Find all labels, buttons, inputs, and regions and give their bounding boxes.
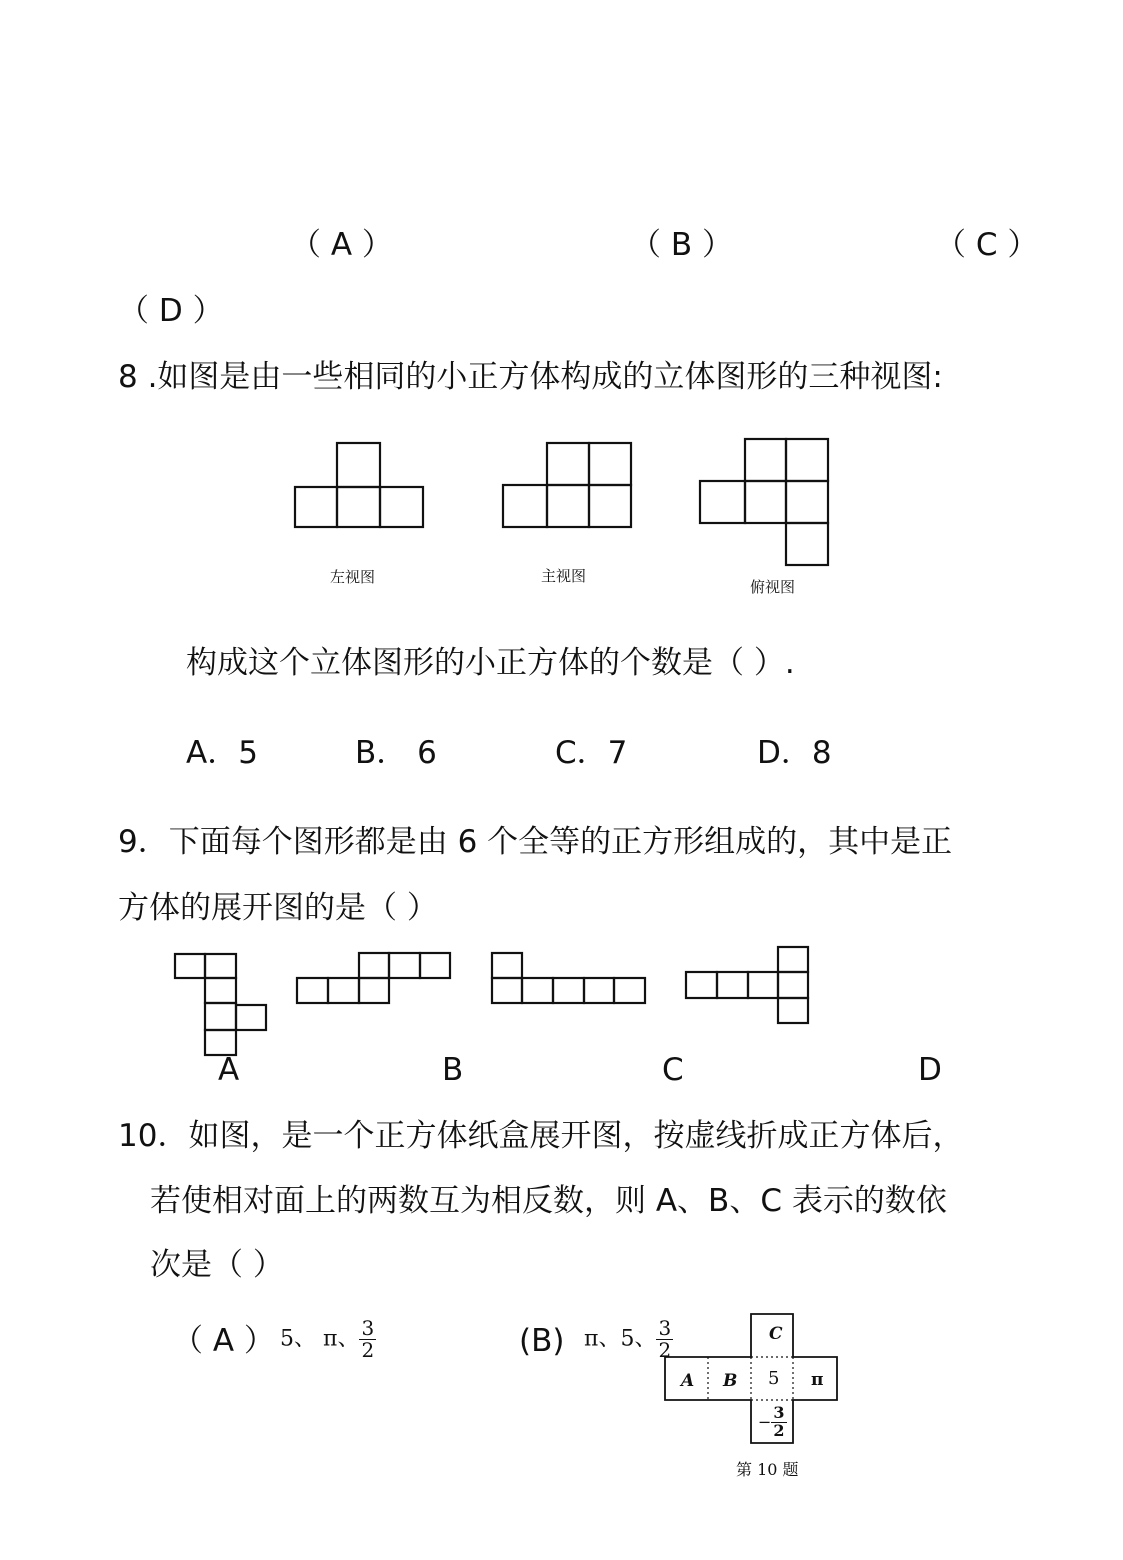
q7-option-c: （ C ） <box>935 227 1039 263</box>
q9-nets <box>170 943 820 1061</box>
q10-stem-line3: 次是（ ） <box>150 1247 284 1283</box>
q10-stem-line2: 若使相对面上的两数互为相反数，则 A、B、C 表示的数依 <box>150 1183 947 1219</box>
q10-stem-line1: 10．如图，是一个正方体纸盒展开图，按虚线折成正方体后， <box>118 1118 964 1154</box>
q10-figure-caption: 第 10 题 <box>736 1460 799 1479</box>
q9-label-c: C <box>662 1052 684 1088</box>
net-a-figure <box>175 954 266 1055</box>
q7-option-b: （ B ） <box>630 227 733 263</box>
q9-label-d: D <box>918 1052 942 1088</box>
net-fraction <box>771 1405 786 1440</box>
q10-option-a-label: （ A ） <box>172 1323 275 1359</box>
net-d-figure <box>686 947 808 1023</box>
top-view-figure <box>700 439 828 565</box>
q7-option-a: （ A ） <box>290 227 393 263</box>
q9-label-a: A <box>218 1052 240 1088</box>
fraction-numerator: 3 <box>361 1316 375 1340</box>
q8-option-a: A．5 <box>186 735 258 771</box>
negative-sign: − <box>758 1412 772 1432</box>
net-face-c: C <box>769 1324 783 1344</box>
net-c-figure <box>492 953 645 1003</box>
net-face-pi: π <box>811 1370 824 1390</box>
q10-option-a-value <box>280 1318 376 1361</box>
view-label-front: 主视图 <box>541 567 587 585</box>
fraction-denominator: 2 <box>361 1338 375 1362</box>
q8-option-b: B． 6 <box>355 735 437 771</box>
net-face-neg-frac <box>758 1405 787 1440</box>
fraction-denominator: 2 <box>658 1338 672 1362</box>
fraction-numerator: 3 <box>658 1316 672 1340</box>
q8-question: 构成这个立体图形的小正方体的个数是（ ）. <box>186 645 795 681</box>
net-b-figure <box>297 953 450 1003</box>
q7-option-d: （ D ） <box>118 293 224 329</box>
q10-option-a-prefix: 5、 π、 <box>280 1326 360 1352</box>
q8-option-d: D．8 <box>757 735 832 771</box>
fraction-numerator: 3 <box>773 1403 785 1422</box>
q9-stem-line1: 9．下面每个图形都是由 6 个全等的正方形组成的，其中是正 <box>118 824 953 860</box>
view-label-top: 俯视图 <box>750 578 796 596</box>
front-view-figure <box>503 443 631 527</box>
net-face-a: A <box>681 1371 695 1391</box>
q9-stem-line2: 方体的展开图的是（ ） <box>118 890 438 926</box>
q8-option-c: C．7 <box>555 735 628 771</box>
q10-option-b-label: (B) <box>519 1323 565 1359</box>
q9-label-b: B <box>442 1052 464 1088</box>
view-label-left: 左视图 <box>330 568 376 586</box>
q10-option-a-fraction <box>359 1318 376 1361</box>
q8-stem: 8 .如图是由一些相同的小正方体构成的立体图形的三种视图: <box>118 359 943 395</box>
net-face-5: 5 <box>768 1368 780 1389</box>
net-face-b: B <box>723 1371 738 1391</box>
left-view-figure <box>295 443 423 527</box>
q10-option-b-prefix: π、5、 <box>584 1326 657 1352</box>
fraction-denominator: 2 <box>773 1420 785 1440</box>
